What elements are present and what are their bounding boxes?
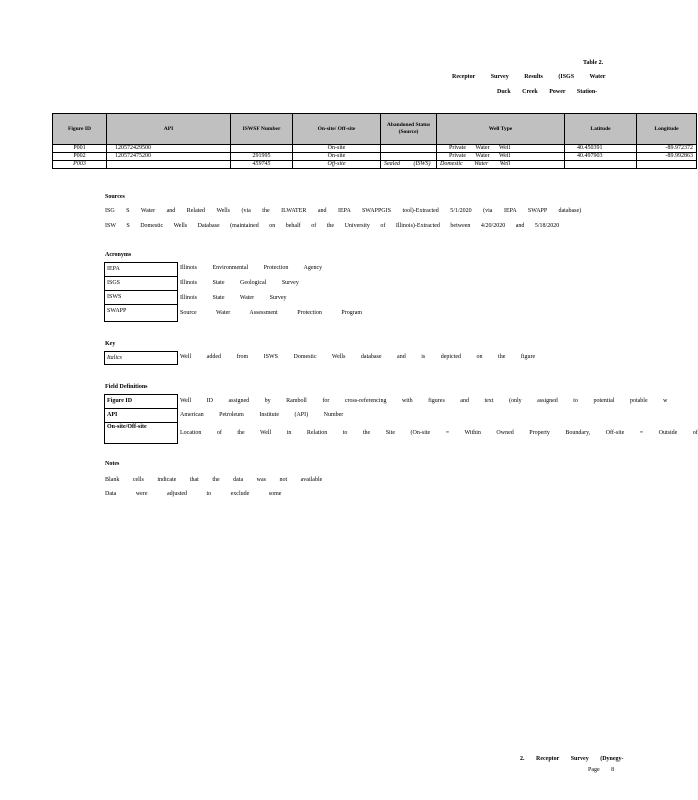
acronym-def: Source Water Assessment Protection Program [180, 310, 363, 316]
cell-onsite: On-site [293, 153, 381, 161]
cell-well-type: Private Water Well [437, 153, 565, 161]
field-definitions-term-box [104, 394, 178, 444]
acronym-term: IEPA [105, 263, 177, 277]
col-iswsf-number: ISWSF Number [231, 114, 293, 145]
key-heading: Key [105, 341, 116, 347]
acronym-term: ISWS [105, 291, 177, 305]
field-term: On-site/Off-site [107, 424, 147, 430]
acronym-def: Illinois State Water Survey [180, 295, 287, 301]
cell-api [107, 161, 231, 169]
cell-latitude: 40.450391 [565, 145, 637, 153]
table-number: Table 2. [583, 60, 604, 66]
cell-iswsf [231, 145, 293, 153]
acronym-term: SWAPP [107, 308, 127, 314]
cell-longitude: -89.972372 [637, 145, 697, 153]
field-def: Well ID assigned by Ramboll for cross-referencing with figures and text (only assigned to potential potable w [180, 398, 668, 404]
key-term: Italics [107, 355, 122, 361]
field-term: Figure ID [105, 395, 177, 409]
sources-line-2: ISW S Domestic Wells Database (maintained on behalf of the University of Illinois)-Extracted between 4/20/2020 and 5/18/2020 [105, 223, 560, 229]
key-term-box [104, 351, 178, 365]
notes-heading: Notes [105, 461, 120, 467]
acronym-def: Illinois State Geological Survey [180, 280, 299, 286]
cell-figure-id: P001 [53, 145, 107, 153]
table-subtitle: Duck Creek Power Station- [497, 89, 598, 95]
col-latitude: Latitude [565, 114, 637, 145]
table-row [53, 161, 697, 169]
sources-line-1: ISG S Water and Related Wells (via the ILWATER and IEPA SWAPPGIS tool)-Extracted 5/1/2020 (via IEPA SWAPP database) [105, 208, 582, 214]
field-definitions-heading: Field Definitions [105, 384, 148, 390]
cell-latitude: 40.497903 [565, 153, 637, 161]
table-row [53, 153, 697, 161]
notes-line-2: Data were adjusted to exclude some [105, 491, 282, 497]
field-def: American Petroleum Institute (API) Number [180, 412, 344, 418]
table-row [53, 145, 697, 153]
cell-abandoned [381, 153, 437, 161]
table-header-row [53, 114, 697, 145]
cell-well-type: Private Water Well [437, 145, 565, 153]
cell-iswsf: 291995 [231, 153, 293, 161]
table-title: Receptor Survey Results (ISGS Water [452, 74, 606, 80]
cell-figure-id: P003 [53, 161, 107, 169]
acronym-term: ISGS [105, 277, 177, 291]
cell-latitude [565, 161, 637, 169]
cell-onsite: On-site [293, 145, 381, 153]
cell-api: 120572475200 [107, 153, 231, 161]
cell-figure-id: P002 [53, 153, 107, 161]
field-term: API [105, 409, 177, 423]
page-number: Page 8 [588, 767, 615, 773]
cell-longitude: -89.992863 [637, 153, 697, 161]
notes-line-1: Blank cells indicate that the data was not available [105, 477, 323, 483]
acronyms-term-box [104, 262, 178, 322]
col-abandoned-status: Abandoned Status (Source) [381, 114, 437, 145]
cell-abandoned [381, 145, 437, 153]
sources-heading: Sources [105, 194, 125, 200]
receptor-table [52, 113, 697, 169]
cell-longitude [637, 161, 697, 169]
cell-iswsf: 459745 [231, 161, 293, 169]
footer-title: 2. Receptor Survey (Dynegy- [520, 756, 624, 762]
col-figure-id: Figure ID [53, 114, 107, 145]
acronym-def: Illinois Environmental Protection Agency [180, 265, 323, 271]
col-longitude: Longitude [637, 114, 697, 145]
col-api: API [107, 114, 231, 145]
key-def: Well added from ISWS Domestic Wells database and is depicted on the figure [180, 354, 536, 360]
cell-onsite: Off-site [293, 161, 381, 169]
col-well-type: Well Type [437, 114, 565, 145]
cell-api: 120572429500 [107, 145, 231, 153]
field-def: Location of the Well in Relation to the Site (On-site = Within Owned Property Boundary, Off-site = Outside of [180, 430, 698, 436]
cell-abandoned: Sealed (ISWS) [381, 161, 437, 169]
acronyms-heading: Acronyms [105, 252, 132, 258]
cell-well-type: Domestic Water Well [437, 161, 565, 169]
col-onsite-offsite: On-site/ Off-site [293, 114, 381, 145]
